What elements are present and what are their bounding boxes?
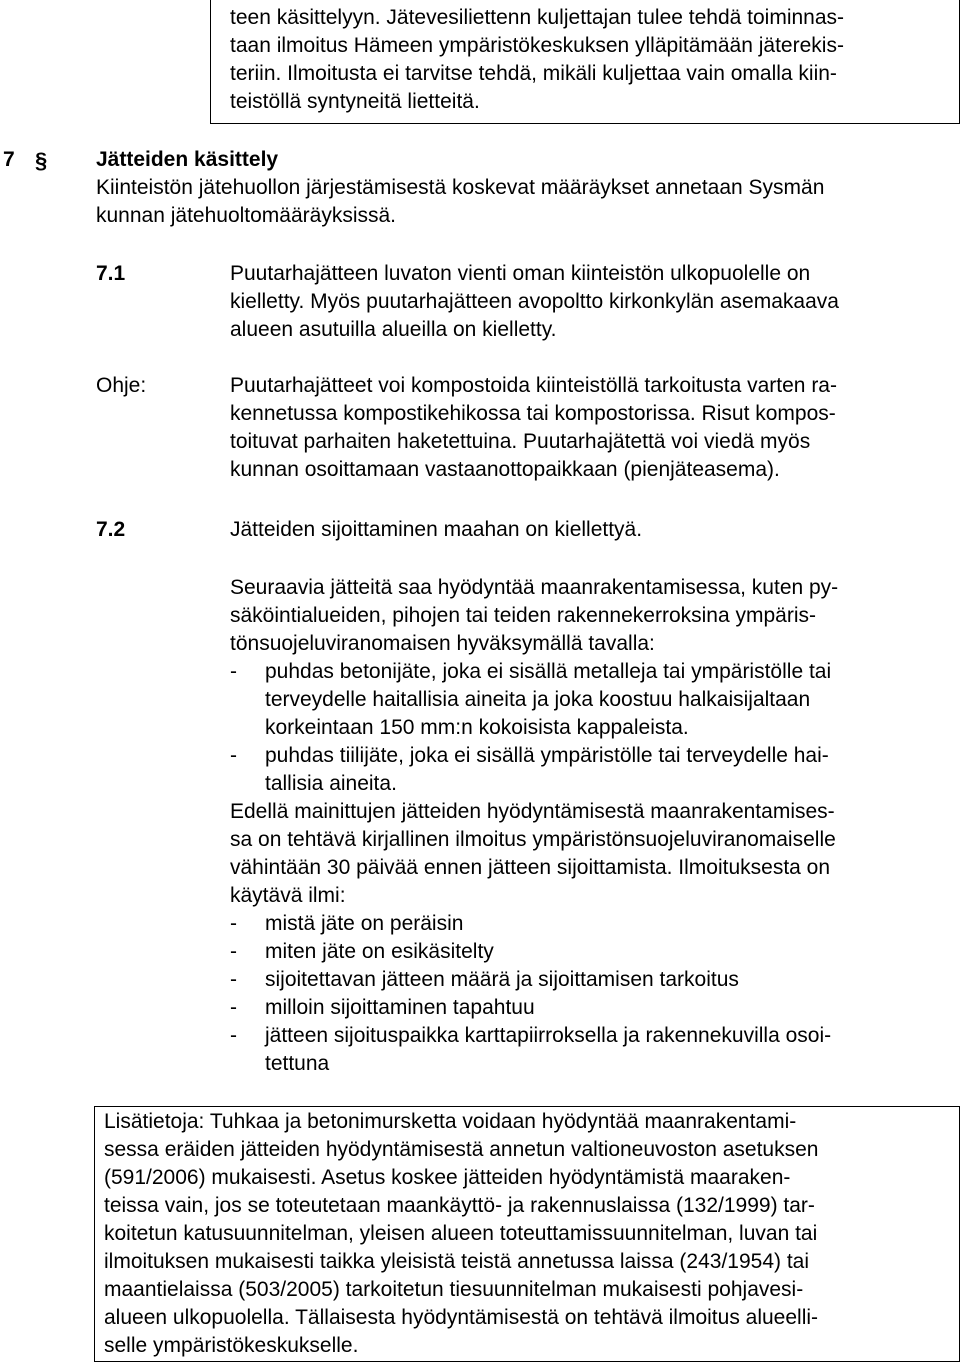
ohje-line: kennetussa kompostikehikossa tai kompostorissa. Risut kompos- [230,402,836,425]
top-box-line: teen käsittelyyn. Jätevesiliettenn kuljettajan tulee tehdä toiminnas- [230,6,845,29]
list-bullet: - [230,744,237,767]
list-item: milloin sijoittaminen tapahtuu [265,996,535,1019]
item-7-2-number: 7.2 [96,518,126,541]
info-box-line: ilmoituksen mukaisesti taikka yleisistä teistä annetussa laissa (243/1954) tai [104,1250,810,1273]
list-item: sijoitettavan jätteen määrä ja sijoittamisen tarkoitus [265,968,739,991]
list-bullet: - [230,1024,237,1047]
info-box-line: (591/2006) mukaisesti. Asetus koskee jätteiden hyödyntämistä maaraken- [104,1166,791,1189]
list-bullet: - [230,940,237,963]
section-number: 7 [3,148,15,171]
list-bullet: - [230,912,237,935]
list-bullet: - [230,968,237,991]
ohje-label: Ohje: [96,374,147,397]
info-box-line: sessa eräiden jätteiden hyödyntämisestä annetun valtioneuvoston asetuksen [104,1138,819,1161]
list-item: miten jäte on esikäsitelty [265,940,494,963]
item-7-1-line: alueen asutuilla alueilla on kielletty. [230,318,557,341]
section-text-line: Kiinteistön jätehuollon järjestämisestä koskevat määräykset annetaan Sysmän [96,176,825,199]
svg-text:§: § [35,148,48,173]
top-box-line: taan ilmoitus Hämeen ympäristökeskuksen ylläpitämään jäterekis- [230,34,844,57]
list-item: jätteen sijoituspaikka karttapiirroksella ja rakennekuvilla osoi- [265,1024,832,1047]
notice-line: vähintään 30 päivää ennen jätteen sijoittamista. Ilmoituksesta on [230,856,831,879]
intro-line: säköintialueiden, pihojen tai teiden rakennekerroksina ympäris- [230,604,817,627]
info-box-line: teissa vain, jos se toteutetaan maankäyttö- ja rakennuslaissa (132/1999) tar- [104,1194,815,1217]
ohje-line: Puutarhajätteet voi kompostoida kiinteistöllä tarkoitusta varten ra- [230,374,837,397]
ohje-line: kunnan osoittamaan vastaanottopaikkaan (pienjäteasema). [230,458,780,481]
list-item: terveydelle haitallisia aineita ja joka koostuu halkaisijaltaan [265,688,811,711]
section-title: Jätteiden käsittely [96,148,279,171]
top-box-line: teriin. Ilmoitusta ei tarvitse tehdä, mikäli kuljettaa vain omalla kiin- [230,62,837,85]
notice-line: Edellä mainittujen jätteiden hyödyntämisestä maanrakentamises- [230,800,835,823]
info-box-line: koitetun katusuunnitelman, yleisen alueen toteuttamissuunnitelman, luvan tai [104,1222,818,1245]
list-item: tallisia aineita. [265,772,397,795]
ohje-line: toituvat parhaiten haketettuina. Puutarhajätettä voi viedä myös [230,430,811,453]
top-box-line: teistöllä syntyneitä lietteitä. [230,90,480,113]
section-text-line: kunnan jätehuoltomääräyksissä. [96,204,397,227]
notice-line: sa on tehtävä kirjallinen ilmoitus ympäristönsuojeluviranomaiselle [230,828,836,851]
list-bullet: - [230,996,237,1019]
item-7-2-title: Jätteiden sijoittaminen maahan on kiellettyä. [230,518,643,541]
info-box-line: alueen ulkopuolella. Tällaisesta hyödyntämisestä on tehtävä ilmoitus alueelli- [104,1306,819,1329]
list-item: mistä jäte on peräisin [265,912,464,935]
list-item: korkeintaan 150 mm:n kokoisista kappaleista. [265,716,689,739]
list-item: puhdas tiilijäte, joka ei sisällä ympäristölle tai terveydelle hai- [265,744,829,767]
item-7-1-number: 7.1 [96,262,126,285]
item-7-1-line: kielletty. Myös puutarhajätteen avopoltto kirkonkylän asemakaava [230,290,839,313]
intro-line: Seuraavia jätteitä saa hyödyntää maanrakentamisessa, kuten py- [230,576,839,599]
section-sign-icon [34,146,50,176]
info-box-line: maantielaissa (503/2005) tarkoitetun tiesuunnitelman mukaisesti pohjavesi- [104,1278,804,1301]
item-7-1-line: Puutarhajätteen luvaton vienti oman kiinteistön ulkopuolelle on [230,262,811,285]
intro-line: tönsuojeluviranomaisen hyväksymällä tavalla: [230,632,655,655]
list-item: tettuna [265,1052,330,1075]
list-bullet: - [230,660,237,683]
info-box-line: selle ympäristökeskukselle. [104,1334,359,1357]
list-item: puhdas betonijäte, joka ei sisällä metalleja tai ympäristölle tai [265,660,832,683]
info-box-line: Lisätietoja: Tuhkaa ja betonimursketta voidaan hyödyntää maanrakentami- [104,1110,797,1133]
notice-line: käytävä ilmi: [230,884,346,907]
